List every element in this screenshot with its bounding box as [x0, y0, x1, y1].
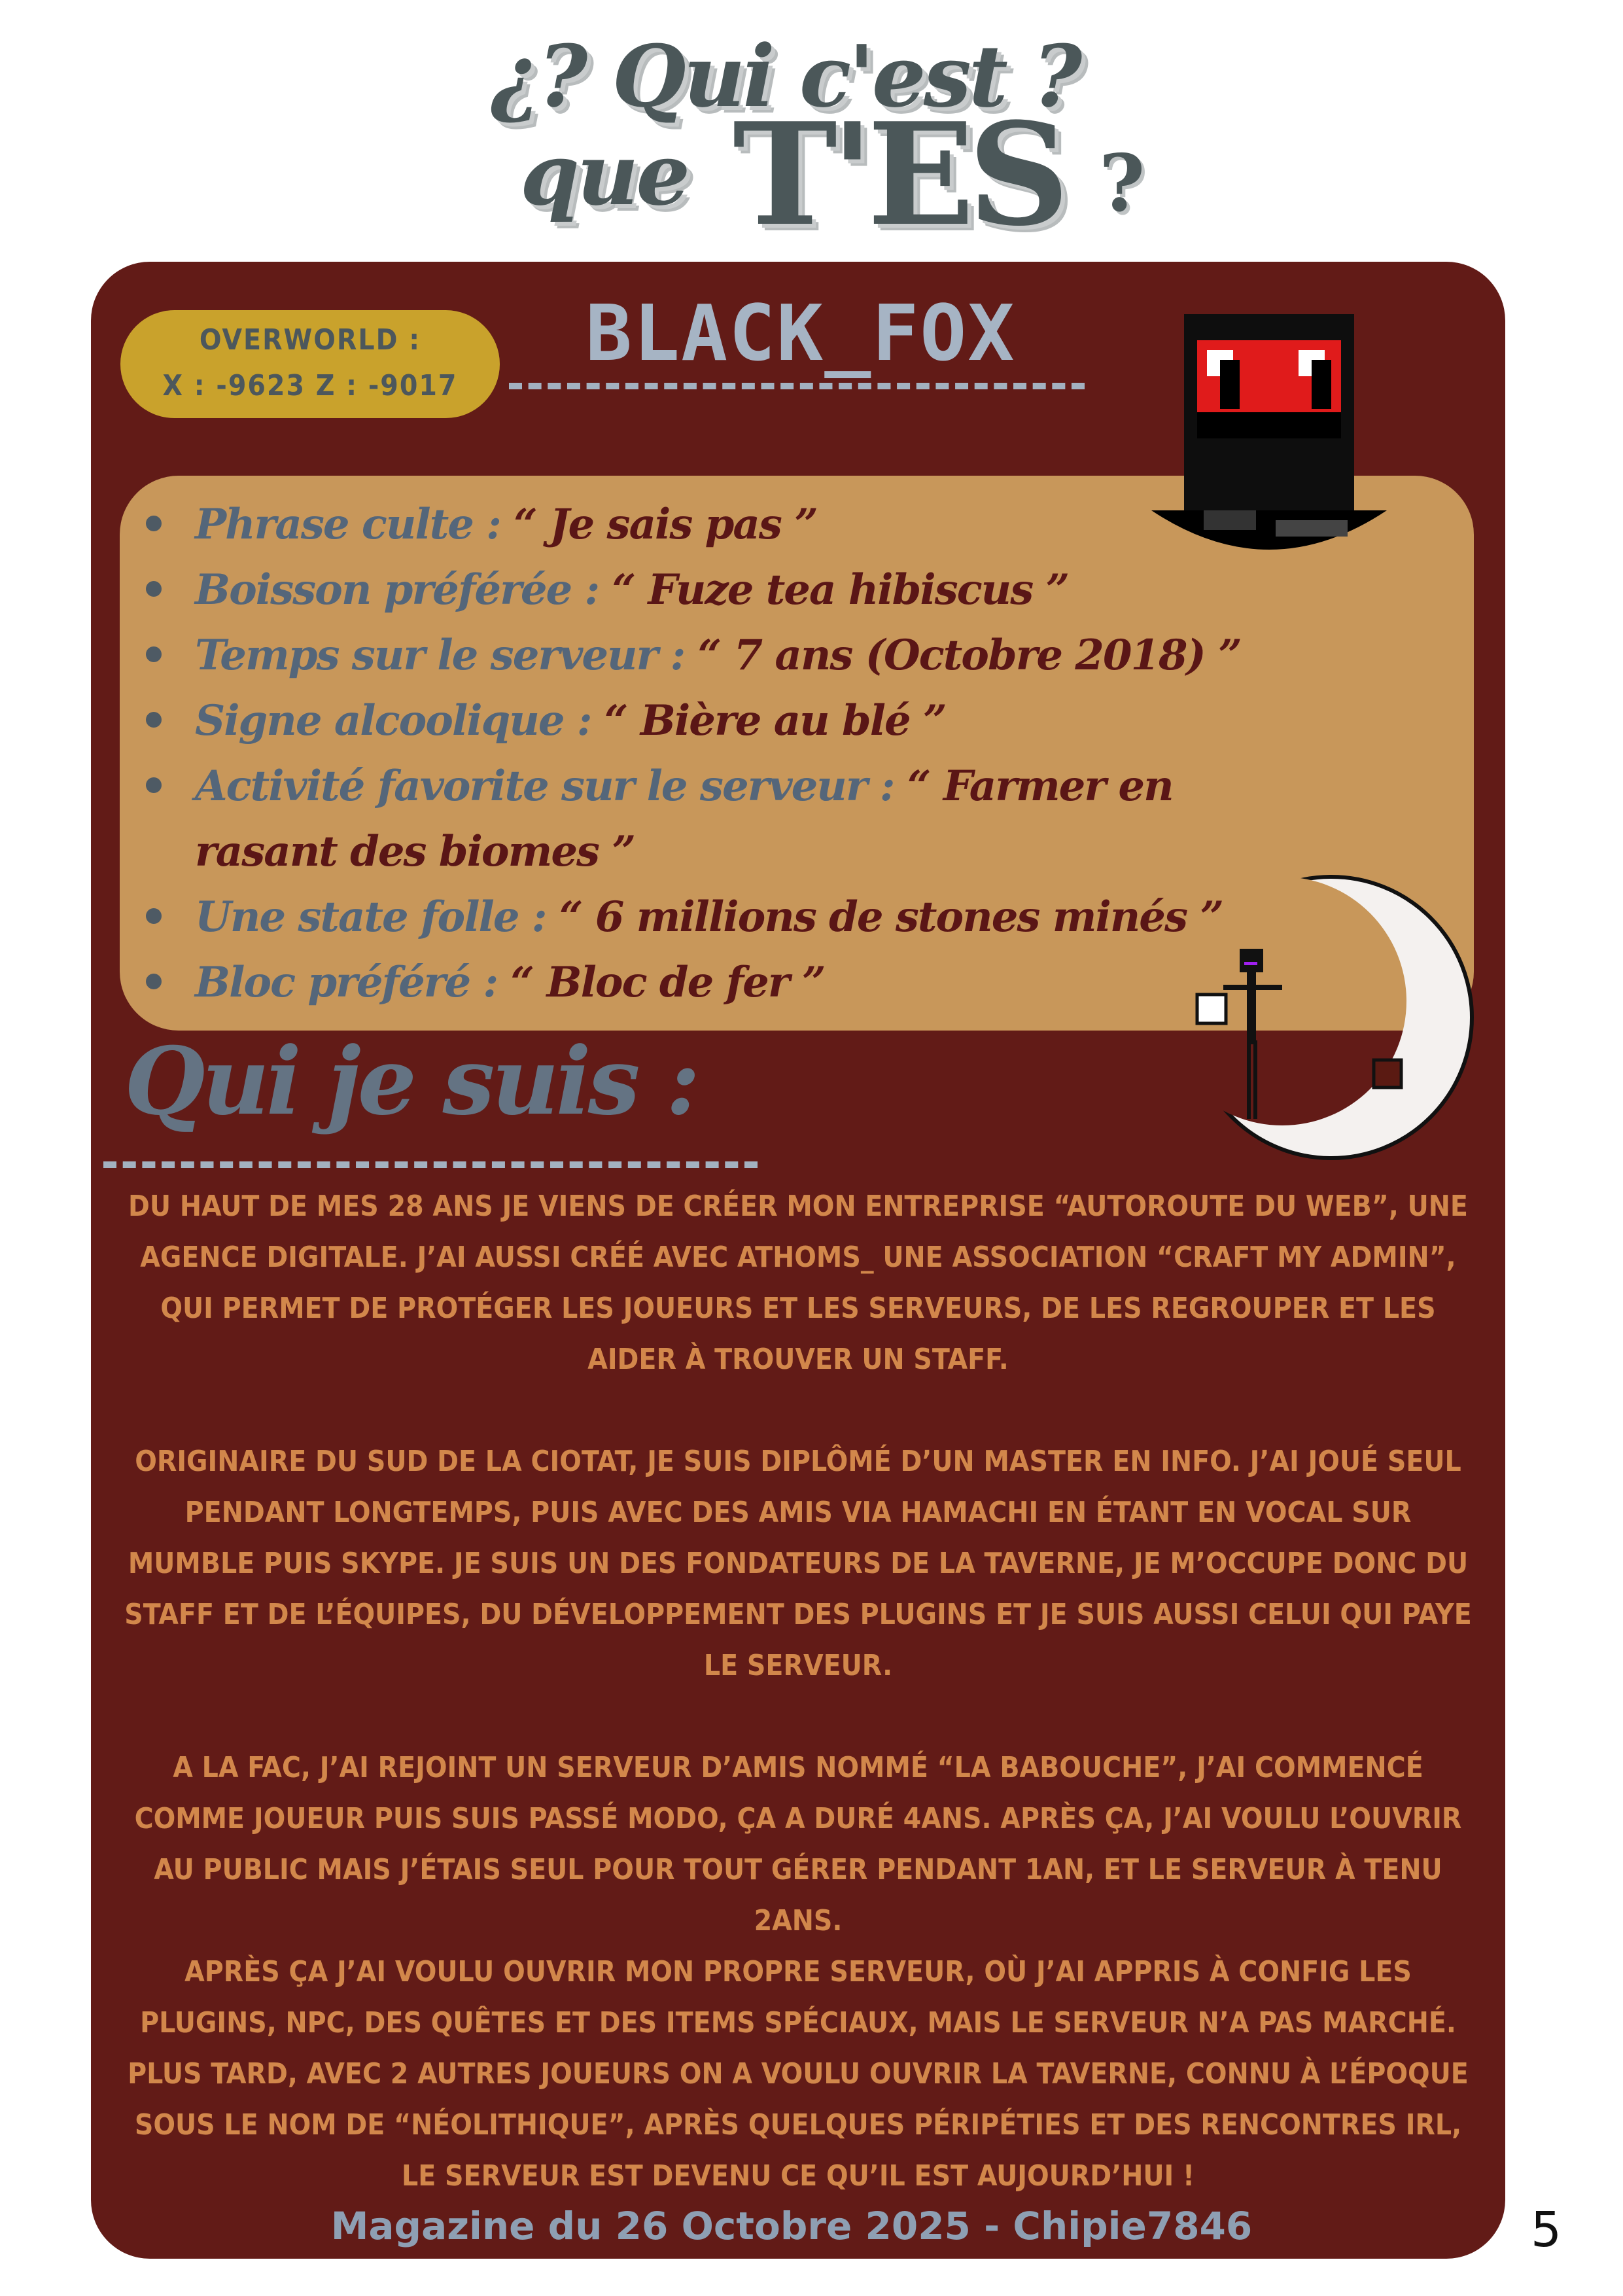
bullet-icon — [146, 516, 162, 531]
biography-text — [118, 1181, 1478, 2202]
page-number: 5 — [1531, 2202, 1562, 2258]
fact-item — [195, 623, 1464, 688]
fact-key: Signe alcoolique : — [195, 696, 591, 745]
fact-key: Bloc préféré : — [195, 958, 498, 1007]
magazine-footer: Magazine du 26 Octobre 2025 - Chipie7846 — [330, 2204, 1253, 2248]
bullet-icon — [146, 712, 162, 728]
bullet-icon — [146, 581, 162, 597]
title-question-mark: ? — [1099, 137, 1145, 230]
bullet-icon — [146, 908, 162, 924]
bio-paragraph: APRÈS ÇA J’AI VOULU OUVRIR MON PROPRE SERVEUR, OÙ J’AI APPRIS À CONFIG LES PLUGINS, NPC, DES QUÊTES ET DES ITEMS SPÉCIAUX, MAIS LE SERVEUR N’A PAS MARCHÉ. PLUS TARD, AVEC 2 AUTRES JOUEURS ON A VOULU OUVRIR LA TAVERNE, CONNU À L’ÉPOQUE SOUS LE NOM DE “NÉOLITHIQUE”, APRÈS QUELQUES PÉRIPÉTIES ET DES RENCONTRES IRL, LE SERVEUR EST DEVENU CE QU’IL EST AUJOURD’HUI ! — [128, 1955, 1469, 2193]
name-underline — [509, 383, 1085, 389]
fact-item — [195, 688, 1464, 754]
coordinates-value: X : -9623 Z : -9017 — [162, 369, 458, 402]
coordinates-label: OVERWORLD : — [199, 323, 421, 357]
player-name: BLACK_FOX — [585, 288, 1016, 378]
title-big-word: T'ES — [733, 92, 1063, 257]
heading-underline — [103, 1161, 758, 1168]
title-line-2: que — [520, 124, 688, 224]
fact-value: “ 7 ans (Octobre 2018) ” — [684, 631, 1241, 680]
fact-value: “ Fuze tea hibiscus ” — [599, 565, 1069, 614]
title-line-1: ¿? Qui c'est ? — [491, 26, 1080, 126]
fact-value: “ Farmer en rasant des biomes ” — [195, 762, 1173, 876]
section-heading: Qui je suis : — [124, 1027, 697, 1136]
bio-paragraph: ORIGINAIRE DU SUD DE LA CIOTAT, JE SUIS DIPLÔMÉ D’UN MASTER EN INFO. J’AI JOUÉ SEUL PENDANT LONGTEMPS, PUIS AVEC DES AMIS VIA HAMACHI EN ÉTANT EN VOCAL SUR MUMBLE PUIS SKYPE. JE SUIS UN DES FONDATEURS DE LA TAVERNE, JE M’OCCUPE DONC DU STAFF ET DE L’ÉQUIPES, DU DÉVELOPPEMENT DES PLUGINS ET JE SUIS AUSSI CELUI QUI PAYE LE SERVEUR. — [124, 1445, 1472, 1682]
bio-paragraph: DU HAUT DE MES 28 ANS JE VIENS DE CRÉER MON ENTREPRISE “AUTOROUTE DU WEB”, UNE AGENCE DIGITALE. J’AI AUSSI CRÉÉ AVEC ATHOMS_ UNE ASSOCIATION “CRAFT MY ADMIN”, QUI PERMET DE PROTÉGER LES JOUEURS ET LES SERVEURS, DE LES REGROUPER ET LES AIDER À TROUVER UN STAFF. — [128, 1190, 1468, 1376]
bullet-icon — [146, 646, 162, 662]
player-avatar-icon — [1145, 314, 1393, 563]
fact-key: Phrase culte : — [195, 500, 500, 549]
bio-paragraph: A LA FAC, J’AI REJOINT UN SERVEUR D’AMIS NOMMÉ “LA BABOUCHE”, J’AI COMMENCÉ COMME JOUEUR PUIS SUIS PASSÉ MODO, ÇA A DURÉ 4ANS. APRÈS ÇA, J’AI VOULU L’OUVRIR AU PUBLIC MAIS J’ÉTAIS SEUL POUR TOUT GÉRER PENDANT 1AN, ET LE SERVEUR À TENU 2ANS. — [134, 1751, 1462, 1937]
fact-value: “ Bière au blé ” — [591, 696, 946, 745]
moon-illustration-icon — [1184, 870, 1478, 1165]
fact-item — [195, 557, 1464, 623]
fact-item — [195, 754, 1307, 885]
fact-key: Boisson préférée : — [195, 565, 599, 614]
bullet-icon — [146, 777, 162, 793]
fact-value: “ 6 millions de stones minés ” — [546, 892, 1223, 942]
fact-value: “ Je sais pas ” — [500, 500, 817, 549]
page-title — [393, 26, 1256, 257]
fact-key: Temps sur le serveur : — [195, 631, 685, 680]
fact-key: Une state folle : — [195, 892, 546, 942]
fact-value: “ Bloc de fer ” — [497, 958, 825, 1007]
bullet-icon — [146, 974, 162, 989]
fact-key: Activité favorite sur le serveur : — [195, 762, 894, 811]
coordinates-badge — [120, 310, 500, 418]
